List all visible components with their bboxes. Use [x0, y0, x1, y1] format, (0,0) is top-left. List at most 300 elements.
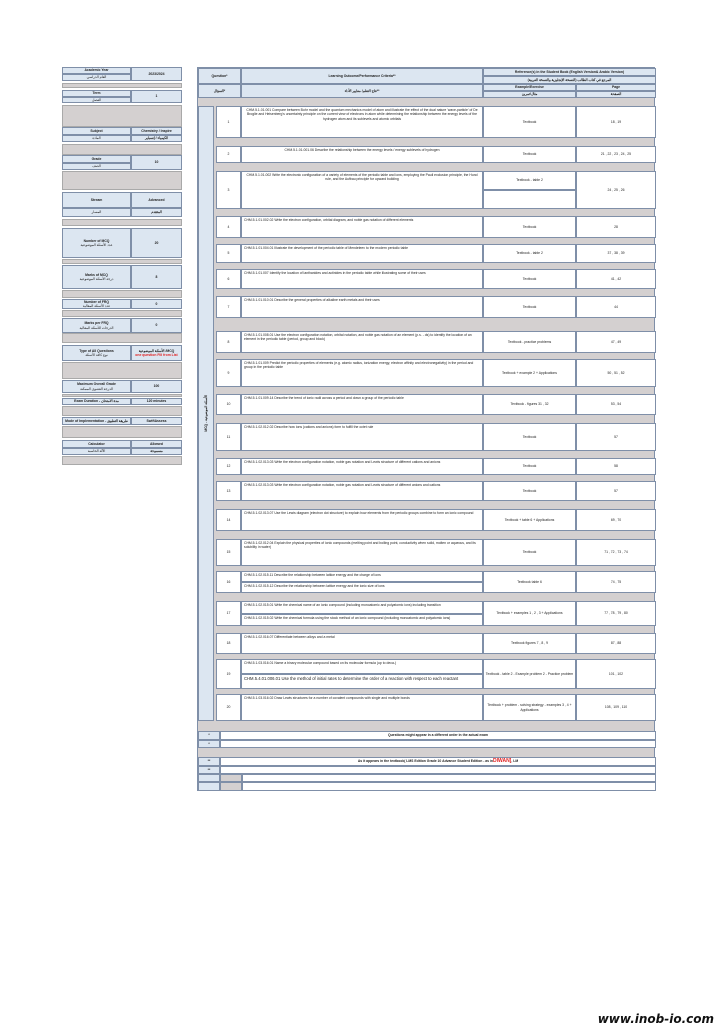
note-text-cell	[220, 740, 656, 748]
page-number: 108 , 109 , 110	[604, 705, 628, 710]
learning-outcome-text: CHM.5.1.02.016.07 Differentiate between alloys and a metal	[244, 635, 335, 639]
note-text: As it appears in the textbook( LMS Edition Grade 10 Advance Student Edition - as in	[357, 759, 494, 764]
spacer-row	[62, 333, 182, 343]
example-exercise-text: Textbook - practice problems	[507, 339, 552, 344]
subject-value-cell	[131, 127, 182, 135]
spacer-row	[62, 219, 182, 226]
num-mcq-value: 20	[154, 240, 159, 245]
learning-outcome-cell	[241, 216, 483, 238]
question-row	[198, 146, 656, 163]
question-number-cell	[216, 694, 241, 721]
spacer-row	[62, 290, 182, 298]
example-exercise-text: Textbook	[522, 434, 537, 439]
page-number: 44	[614, 304, 618, 309]
learning-outcome-cell	[241, 296, 483, 318]
spacer-row	[62, 105, 182, 127]
page-number: 74 , 75	[610, 579, 622, 584]
example-exercise-cell	[483, 190, 576, 209]
marks-frq-label-line2: الدرجات للأسئلة المقالية	[79, 325, 114, 330]
question-number-cell	[216, 394, 241, 415]
question-number: 13	[226, 488, 231, 493]
learning-outcome-cell	[241, 481, 483, 501]
learning-outcome-cell	[241, 539, 483, 566]
empty-marker-cell	[198, 774, 220, 782]
example-exercise-text: Textbook figures 7 , 8 , 9	[511, 641, 548, 646]
question-row	[198, 458, 656, 475]
page-cell	[576, 146, 656, 163]
calculator-label-ar: الآلة الحاسبة	[87, 449, 106, 454]
question-row	[198, 296, 656, 318]
mode-label-cell	[62, 417, 131, 425]
example-exercise-text: Textbook - figures 31 , 32	[510, 402, 549, 407]
max-grade-label-line2: الدرجة القصوى الممكنة	[80, 386, 113, 391]
note-text-cell	[220, 766, 656, 774]
page-cell	[576, 296, 656, 318]
marks-frq-label: Marks per FRQ	[84, 321, 109, 326]
example-exercise-text: Textbook - table 2	[516, 178, 543, 183]
subject-label: Subject	[90, 128, 103, 133]
learning-outcome-cell	[241, 146, 483, 163]
header-reference-cell	[483, 68, 656, 76]
example-exercise-cell	[483, 539, 576, 566]
page-cell	[576, 509, 656, 531]
question-number-cell	[216, 481, 241, 501]
example-exercise-cell	[483, 633, 576, 654]
grade-label-ar: الصف	[92, 164, 101, 169]
example-exercise-text: Textbook + problem - solving strategy - examples 3 , 4 + Applications	[487, 703, 572, 712]
footer-watermark: www.inob-io.com	[597, 1012, 714, 1026]
header-page-ar: الصفحة	[610, 92, 622, 97]
note-marker: *	[208, 741, 210, 746]
example-exercise-cell	[483, 146, 576, 163]
learning-outcome-cell	[241, 171, 483, 209]
spacer-row	[62, 310, 182, 317]
calculator-label-cell	[62, 440, 131, 448]
page-cell	[576, 394, 656, 415]
page-cell	[576, 244, 656, 263]
learning-outcome-text: CHM.5.1.01.009 Predict the periodic properties of elements (e.g. atomic radius, ionization energy, electron affinity and electronegativity) in the period and group in the periodic table	[244, 361, 474, 370]
academic-year-label: Academic Year	[84, 68, 109, 73]
empty-cell	[242, 782, 656, 791]
example-exercise-cell	[483, 659, 576, 689]
learning-outcome-text: CHM.5.1.02.012.04 Explain the physical properties of ionic compounds (melting point and boiling point, conductivity when solid, molten or aqueous, and its solubility in water)	[244, 541, 476, 550]
learning-outcome-text: CHM.5.4.01.006.01 Use the method of initial rates to determine the order of a reaction with respect to each reactant	[244, 676, 459, 681]
example-exercise-cell	[483, 331, 576, 353]
subject-label-cell	[62, 127, 131, 135]
page-number: 87 , 88	[610, 641, 622, 646]
page-cell	[576, 571, 656, 593]
type-value-line2: one question Fill from List	[135, 353, 178, 357]
question-number: 17	[226, 611, 231, 616]
stream-label-cell	[62, 208, 131, 217]
page-number: 69 , 70	[610, 517, 622, 522]
term-value: 1	[155, 94, 158, 99]
learning-outcome-cell	[241, 458, 483, 475]
question-number-cell	[216, 171, 241, 209]
learning-outcome-text: CHM.5.1.01.007 Identify the location of lanthanides and actinides in the periodic table while illustrating some of their uses	[244, 271, 426, 275]
num-frq-label: Number of FRQ	[83, 299, 110, 304]
calculator-value-ar: مسموحة	[150, 449, 163, 454]
learning-outcome-text: CHM.5.1.02.015.11 Describe the relationship between lattice energy and the charge of ions	[244, 573, 381, 577]
example-exercise-text: Textbook	[522, 224, 537, 229]
empty-gray-cell	[220, 774, 242, 782]
question-row	[198, 633, 656, 654]
header-question-ar-cell	[198, 84, 241, 98]
learning-outcome-cell	[241, 269, 483, 289]
example-exercise-cell	[483, 359, 576, 387]
question-number: 19	[226, 671, 231, 676]
num-frq-label-line2: عدد الأسئلة المقالية	[82, 304, 111, 308]
question-number-cell	[216, 106, 241, 138]
example-exercise-cell	[483, 694, 576, 721]
learning-outcome-cell	[241, 106, 483, 138]
question-number-cell	[216, 633, 241, 654]
learning-outcome-cell	[241, 509, 483, 531]
note-marker-cell	[198, 757, 220, 766]
note-marker: **	[207, 759, 211, 764]
learning-outcome-cell	[241, 331, 483, 353]
question-row	[198, 539, 656, 566]
question-number-cell	[216, 539, 241, 566]
example-exercise-text: Textbook - table 2 - Example problem 2 - Practice problem	[485, 671, 574, 676]
question-row	[198, 394, 656, 415]
question-number: 6	[227, 276, 230, 281]
page-number: 101 , 102	[608, 671, 624, 676]
stream-label: Stream	[90, 197, 103, 202]
spacer-row	[62, 456, 182, 465]
learning-outcome-cell	[241, 394, 483, 415]
question-row	[198, 423, 656, 451]
header-example-ar-cell	[483, 91, 576, 98]
page-cell	[576, 633, 656, 654]
type-label-line2: نوع كافة الأسئلة	[85, 353, 108, 357]
calculator-label-cell	[62, 448, 131, 456]
note-marker-cell	[198, 740, 220, 748]
mode-value-cell	[131, 417, 182, 425]
stream-label-cell	[62, 192, 131, 208]
max-grade-label-cell	[62, 380, 131, 393]
calculator-label: Calculator	[88, 441, 105, 446]
spacer-row	[62, 394, 182, 397]
spacer-row	[62, 362, 182, 379]
page-cell	[576, 659, 656, 689]
question-number-cell	[216, 296, 241, 318]
question-number-cell	[216, 509, 241, 531]
page-cell	[576, 601, 656, 626]
max-grade-value: 100	[153, 384, 160, 389]
question-row	[198, 331, 656, 353]
page-number: 41 , 42	[610, 276, 622, 281]
page-number: 24 , 25 , 26	[607, 187, 625, 192]
num-frq-label-cell	[62, 299, 131, 309]
marks-mcq-value: 8	[155, 274, 158, 279]
example-exercise-cell	[483, 394, 576, 415]
note-text-cell	[220, 757, 656, 766]
example-exercise-text: Textbook	[522, 550, 537, 555]
example-exercise-cell	[483, 509, 576, 531]
header-example: Example/Exercise	[515, 85, 544, 90]
grade-label: Grade	[91, 156, 102, 161]
example-exercise-text: Textbook	[522, 276, 537, 281]
academic-year-value: 2023/2024	[148, 71, 165, 76]
grade-value-cell	[131, 155, 182, 170]
learning-outcome-cell	[241, 244, 483, 263]
num-mcq-value-cell	[131, 228, 182, 258]
example-exercise-text: Textbook + table 6 + Applications	[504, 517, 555, 522]
learning-outcome-text: CHM.5.1.02.015.12 Describe the relationship between lattice energy and the ionic size of ions	[244, 584, 385, 588]
page-cell	[576, 359, 656, 387]
learning-outcome-text: CHM.5.1.02.013.03 Write the electron configuration notation, noble gas notation and Lewis structure of different anions and cations	[244, 483, 441, 487]
page-cell	[576, 216, 656, 238]
learning-outcome-text: CHM.5.1.01.002 Write the electronic configuration of a variety of elements of the periodic table and ions, employing the Pauli exclusion principle, the Hund rule, and the Aufbau principle for upward building	[246, 173, 478, 182]
question-number: 9	[227, 370, 230, 375]
duration-value-cell	[131, 398, 182, 405]
marks-frq-value-cell	[131, 318, 182, 333]
question-row	[198, 509, 656, 531]
question-row	[198, 244, 656, 263]
question-number: 15	[226, 550, 231, 555]
header-example-cell	[483, 84, 576, 91]
question-number-cell	[216, 244, 241, 263]
question-number: 2	[227, 152, 230, 157]
note-marker-cell	[198, 766, 220, 774]
section-label: MCQ - الأسئلة الموضوعية	[203, 395, 208, 432]
header-reference-ar: المرجع في كتاب الطالب (النسخة الإنجليزية والنسخة العربية)	[527, 77, 612, 82]
example-exercise-cell	[483, 171, 576, 190]
header-page-cell	[576, 84, 656, 91]
page-number: 53 , 54	[610, 402, 622, 407]
subject-value-ar: الكيمياء / إنسباير	[144, 136, 169, 141]
example-exercise-text: Textbook table 6	[517, 579, 542, 584]
num-mcq-label: Number of MCQ	[83, 238, 110, 243]
question-number: 20	[226, 705, 231, 710]
question-number: 14	[226, 517, 231, 522]
example-exercise-cell	[483, 601, 576, 626]
max-grade-value-cell	[131, 380, 182, 393]
question-number-cell	[216, 146, 241, 163]
empty-gray-cell	[220, 782, 242, 791]
learning-outcome-text: CHM.5.1.01.008.01 Use the electron configuration notation, orbital notation, and noble gas notation of an element (p.s. - ds) to identify the location of an element in the periodic table (period, group and block)	[244, 333, 472, 342]
num-frq-value-cell	[131, 299, 182, 309]
header-learning-outcome: Learning Outcome/Performance Criteria**	[328, 73, 396, 78]
example-exercise-cell	[483, 106, 576, 138]
example-exercise-text: Textbook	[522, 304, 537, 309]
question-row	[198, 106, 656, 138]
header-reference-ar-cell	[483, 76, 656, 84]
learning-outcome-cell	[241, 359, 483, 387]
note-marker: **	[207, 767, 211, 772]
learning-outcome-text: CHM.5.1.02.015.02 Write the chemical formula using the stock method of an ionic compound (including monoatomic and polyatomic ions)	[244, 615, 451, 620]
learning-outcome-cell	[241, 694, 483, 721]
learning-outcome-cell	[241, 614, 483, 627]
spacer-row	[62, 259, 182, 264]
learning-outcome-text: CHM.5.1.01.009.14 Describe the trend of ionic radii across a period and down a group of the periodic table	[244, 396, 404, 400]
type-label-cell	[62, 345, 131, 361]
question-number-cell	[216, 601, 241, 626]
question-number: 4	[227, 224, 230, 229]
example-exercise-cell	[483, 423, 576, 451]
example-exercise-cell	[483, 296, 576, 318]
learning-outcome-cell	[241, 423, 483, 451]
learning-outcome-text: CHM.5.1.02.012.02 Describe how ions (cations and anions) form to fulfill the octet rule	[244, 425, 374, 429]
stream-label-ar: المسار	[91, 210, 102, 215]
academic-year-label-cell	[62, 74, 131, 81]
academic-year-value-cell	[131, 67, 182, 81]
page-number: 58	[614, 464, 618, 469]
example-exercise-text: Textbook + example 2 + Applications	[501, 370, 558, 375]
learning-outcome-text: CHM.5.1.01.010.01 Describe the general properties of alkaline earth metals and their uses	[244, 298, 380, 302]
learning-outcome-text: CHM.5.1.03.016.01 Name a binary molecular compound based on its molecular formula (up to deca-)	[244, 661, 397, 665]
page-cell	[576, 171, 656, 209]
learning-outcome-text: CHM.5.1.02.013.07 Use the Lewis diagram (electron dot structure) to explain how elements from the periodic groups combine to form an ionic compound	[244, 511, 474, 515]
example-exercise-text: Textbook	[522, 464, 537, 469]
question-row	[198, 601, 656, 626]
question-number: 11	[226, 434, 231, 439]
term-label-cell	[62, 97, 131, 104]
question-number-cell	[216, 458, 241, 475]
header-page-ar-cell	[576, 91, 656, 98]
question-number-cell	[216, 216, 241, 238]
marks-mcq-label-line2: درجة الأسئلة الموضوعية	[79, 277, 114, 281]
question-number: 5	[227, 251, 230, 256]
page-number: 77 , 78 , 79 , 80	[604, 611, 628, 616]
exam-coverage-table	[197, 67, 655, 791]
learning-outcome-text: CHM.5.1.01.001.06 Describe the relationship between the energy levels / energy sublevels of hydrogen	[284, 148, 440, 152]
question-number-cell	[216, 359, 241, 387]
duration-label: Exam Duration - مدة الامتحان	[74, 399, 119, 404]
example-exercise-cell	[483, 216, 576, 238]
question-number: 7	[227, 304, 230, 309]
subject-value: Chemistry / Inspire	[141, 128, 172, 133]
spacer-row	[62, 83, 182, 88]
calculator-value-cell	[131, 448, 182, 456]
question-number: 12	[226, 464, 231, 469]
page-number: 18 , 19	[610, 119, 622, 124]
page-cell	[576, 539, 656, 566]
learning-outcome-cell	[241, 633, 483, 654]
learning-outcome-text: CHM.5.1.02.013.03 Write the electron configuration notation, noble gas notation and Lewis structure of different cations and anions	[244, 460, 441, 464]
question-number-cell	[216, 269, 241, 289]
page-number: 57	[614, 434, 618, 439]
question-number: 8	[227, 339, 230, 344]
example-exercise-text: Textbook	[522, 152, 537, 157]
page-number: 47 , 49	[610, 339, 622, 344]
header-question: Question*	[211, 73, 228, 78]
question-row	[198, 359, 656, 387]
stream-value-cell	[131, 192, 182, 208]
question-number: 10	[226, 402, 231, 407]
page-number: 21 , 22 , 23 , 24 , 25	[600, 152, 632, 157]
question-row	[198, 694, 656, 721]
page-cell	[576, 423, 656, 451]
term-label: Term	[92, 91, 101, 96]
spacer-row	[62, 144, 182, 155]
num-frq-value: 0	[155, 301, 158, 306]
marks-frq-value: 0	[155, 323, 158, 328]
academic-year-label-cell	[62, 67, 131, 74]
note-marker: *	[208, 733, 210, 738]
example-exercise-cell	[483, 244, 576, 263]
example-exercise-text: Textbook - table 2	[516, 251, 543, 256]
learning-outcome-cell	[241, 674, 483, 689]
header-question-cell	[198, 68, 241, 84]
grade-value: 10	[154, 160, 159, 165]
page-number: 28	[614, 224, 618, 229]
question-row	[198, 481, 656, 501]
term-label-ar: الفصل	[91, 97, 102, 102]
duration-value: 120 minutes	[146, 399, 167, 404]
example-exercise-text: Textbook	[522, 119, 537, 124]
grade-label-cell	[62, 155, 131, 163]
question-number-cell	[216, 331, 241, 353]
grade-label-cell	[62, 163, 131, 171]
learning-outcome-text: CHM.5.1.01.002.02 Write the electron configuration, orbital diagram, and noble gas notation of different elements	[244, 218, 414, 222]
page-cell	[576, 106, 656, 138]
example-exercise-cell	[483, 481, 576, 501]
note-text: Questions might appear in a different order in the actual exam	[387, 733, 489, 738]
header-page: Page	[611, 85, 621, 90]
example-exercise-text: Textbook + examples 1 , 2 , 3 + Applications	[496, 611, 563, 616]
subject-value-cell	[131, 135, 182, 143]
max-grade-label: Maximum Overall Grade	[77, 382, 116, 387]
page-cell	[576, 331, 656, 353]
question-number: 1	[227, 119, 230, 124]
question-row	[198, 659, 656, 689]
note-highlight: DIWAN]	[493, 758, 512, 765]
learning-outcome-text: CHM.5.1.01.004.01 Illustrate the development of the periodic table of Mendeleev to the modern periodic table	[244, 246, 408, 250]
marks-mcq-label-cell	[62, 265, 131, 289]
duration-label-cell	[62, 398, 131, 405]
question-row	[198, 269, 656, 289]
page-number: 37 , 38 , 39	[607, 251, 625, 256]
note-marker-cell	[198, 731, 220, 740]
page-number: 50 , 51 , 52	[607, 370, 625, 375]
example-exercise-text: Textbook	[522, 488, 537, 493]
stream-value: Advanced	[148, 197, 165, 202]
header-learning-outcome-ar: نتاج التعلم/ معايير الأداء**	[344, 88, 380, 93]
learning-outcome-cell	[241, 601, 483, 614]
mode-label: Mode of Implementation - طريقة التطبيق	[65, 418, 128, 423]
spacer-row	[62, 406, 182, 416]
header-learning-outcome-cell	[241, 68, 483, 84]
question-number: 3	[227, 187, 230, 192]
stream-value-ar: المتقدم	[151, 210, 162, 215]
page-cell	[576, 481, 656, 501]
marks-mcq-value-cell	[131, 265, 182, 289]
empty-marker-cell	[198, 782, 220, 791]
note-text-cell	[220, 731, 656, 740]
learning-outcome-cell	[241, 582, 483, 593]
empty-cell	[242, 774, 656, 782]
spacer-row	[62, 171, 182, 190]
subject-label-ar: المادة	[92, 136, 101, 141]
example-exercise-cell	[483, 458, 576, 475]
page-cell	[576, 269, 656, 289]
calculator-value-cell	[131, 440, 182, 448]
question-number-cell	[216, 659, 241, 689]
example-exercise-cell	[483, 571, 576, 593]
marks-mcq-label: Marks of MCQ	[85, 272, 108, 277]
example-exercise-cell	[483, 269, 576, 289]
spacer-row	[62, 426, 182, 438]
header-question-ar: السؤال*	[213, 88, 226, 93]
subject-label-cell	[62, 135, 131, 143]
term-value-cell	[131, 90, 182, 103]
calculator-value: Allowed	[150, 441, 163, 446]
note-tail: , LM	[511, 759, 519, 764]
academic-year-label-ar: العام الدراسي	[86, 75, 107, 80]
learning-outcome-cell	[241, 571, 483, 582]
